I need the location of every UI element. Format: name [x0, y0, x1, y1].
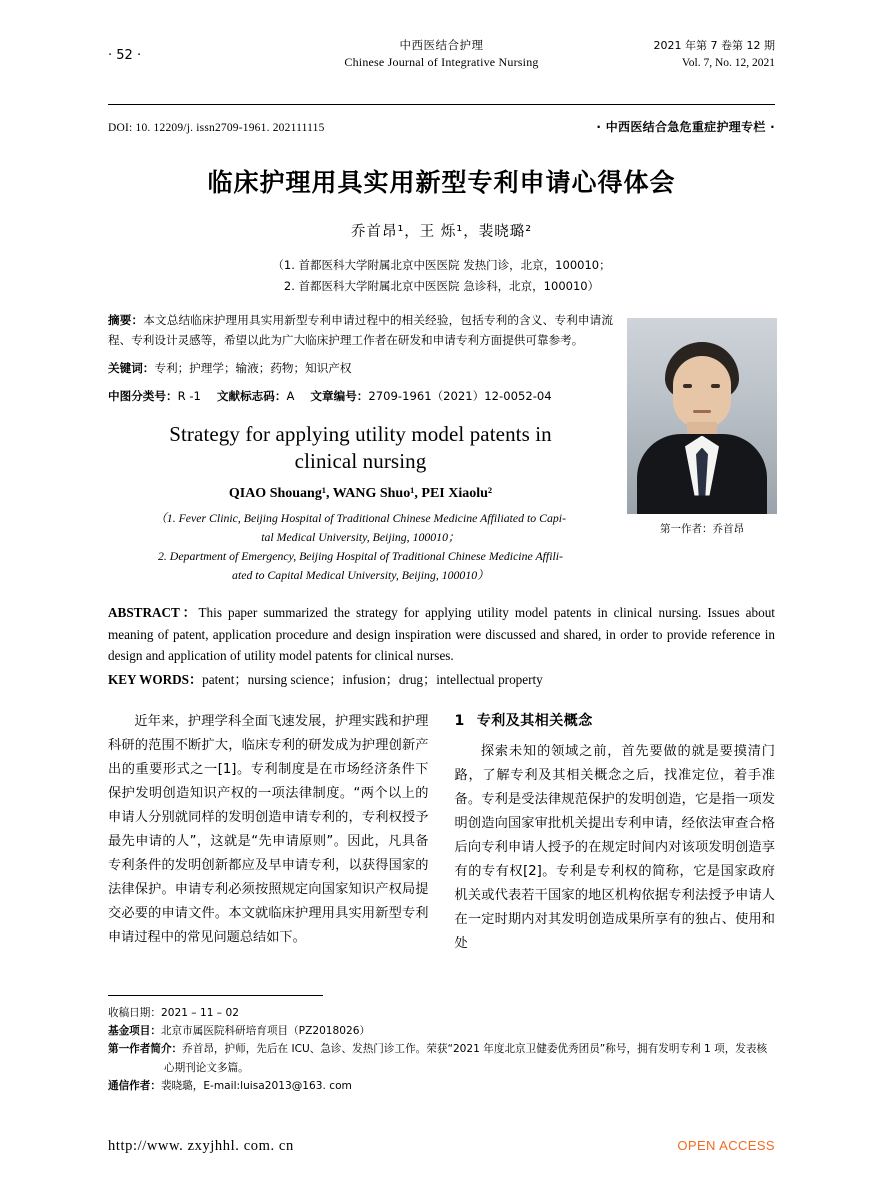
received-value: 2021 – 11 – 02: [160, 1006, 239, 1019]
issue-info: [654, 38, 775, 72]
affiliation-en-3: 2. Department of Emergency, Beijing Hospital of Traditional Chinese Medicine Affili-: [158, 549, 563, 564]
abstract-cn-label: 摘要：: [108, 312, 144, 327]
clc-label: 中图分类号：: [108, 388, 178, 403]
footnote-fund: [108, 1022, 775, 1040]
fund-label: 基金项目：: [108, 1025, 161, 1038]
issue-cn: 2021 年第 7 卷第 12 期: [653, 39, 775, 52]
page-number: · 52 ·: [108, 48, 142, 63]
footnote-divider: [108, 995, 323, 996]
keywords-cn: [108, 358, 613, 379]
footnotes: [108, 995, 775, 1095]
doi-row: [108, 118, 775, 135]
journal-website[interactable]: http://www. zxyjhhl. com. cn: [108, 1138, 294, 1154]
authors-cn: 乔首昂¹，王 烁¹，裴晓璐²: [350, 224, 533, 240]
affiliations-cn: [108, 255, 775, 298]
body-column-left: [108, 710, 429, 956]
abstract-cn-column: [108, 310, 613, 407]
footnote-author-bio: [108, 1040, 775, 1058]
affiliation-en-4: ated to Capital Medical University, Beijing, 100010）: [232, 568, 489, 583]
body-columns: [108, 710, 775, 956]
footnote-received: [108, 1004, 775, 1022]
clc-value: R -1: [177, 388, 201, 403]
english-block: [108, 421, 613, 586]
article-title-en-line2: clinical nursing: [294, 449, 427, 474]
issue-en: Vol. 7, No. 12, 2021: [681, 56, 775, 69]
section-title: 专利及其相关概念: [476, 712, 593, 729]
affiliation-cn-1: （1. 首都医科大学附属北京中医医院 发热门诊，北京，100010；: [272, 258, 611, 272]
abstract-en-label: ABSTRACT：: [108, 605, 199, 621]
keywords-cn-text: 专利；护理学；输液；药物；知识产权: [154, 360, 352, 375]
page-footer: [108, 1138, 775, 1155]
author-portrait: [627, 318, 777, 536]
keywords-en-label: KEY WORDS：: [108, 671, 203, 687]
affiliation-en-2: tal Medical University, Beijing, 100010；: [261, 530, 460, 545]
corresponding-value: 裴晓璐，E-mail:luisa2013@163. com: [160, 1079, 352, 1092]
article-id-value: 2709-1961（2021）12-0052-04: [368, 388, 552, 403]
portrait-mouth: [693, 410, 711, 413]
authors-en: QIAO Shouang¹, WANG Shuo¹, PEI Xiaolu²: [228, 485, 493, 501]
portrait-caption: 第一作者：乔首昂: [660, 522, 744, 535]
doi-text: DOI: 10. 12209/j. issn2709-1961. 202111115: [108, 122, 325, 134]
footnote-author-bio-cont: 心期刊论文多篇。: [164, 1061, 249, 1074]
abstract-en-text: This paper summarized the strategy for applying utility model patents in clinical nursing. Issues about meaning of patent, application procedure and design inspiration were discussed and shared, in order to provide reference in design and application of utility model patents for clinical nurses.: [108, 605, 775, 664]
keywords-en: [108, 669, 775, 690]
author-bio-label: 第一作者简介：: [108, 1043, 183, 1056]
section-heading-1: [455, 710, 776, 730]
article-title-cn: 临床护理用具实用新型专利申请心得体会: [207, 168, 676, 197]
author-bio-value: 乔首昂，护师，先后在 ICU、急诊、发热门诊工作。荣获“2021 年度北京卫健委优秀团员”称号，拥有发明专利 1 项，发表核: [182, 1043, 768, 1056]
affiliations-en: [108, 509, 613, 585]
received-label: 收稿日期：: [108, 1006, 161, 1019]
column-tag: · 中西医结合急危重症护理专栏 ·: [596, 120, 775, 134]
abstract-cn-text: 本文总结临床护理用具实用新型专利申请过程中的相关经验，包括专利的含义、专利申请流程、专利设计灵感等，希望以此为广大临床护理工作者在研发和申请专利方面提供可靠参考。: [108, 312, 613, 348]
doc-code-label: 文献标志码：: [216, 388, 287, 403]
keywords-cn-label: 关键词：: [108, 360, 155, 375]
abstract-cn: [108, 310, 613, 351]
portrait-eye-right: [711, 384, 720, 388]
affiliation-cn-2: 2. 首都医科大学附属北京中医医院 急诊科，北京，100010）: [283, 279, 600, 294]
portrait-eye-left: [683, 384, 692, 388]
portrait-face: [673, 356, 731, 428]
keywords-en-text: patent；nursing science；infusion；drug；intellectual property: [202, 671, 543, 687]
body-paragraph-intro: 近年来，护理学科全面飞速发展，护理实践和护理科研的范围不断扩大，临床专利的研发成为护理创新产出的重要形式之一[1]。专利制度是在市场经济条件下保护发明创造知识产权的一项法律制度。“两个以上的申请人分别就同样的发明创造申请专利的，专利权授予最先申请的人”，这就是“先申请原则”。因此，凡具备专利条件的发明创新都应及早申请专利，以获得国家的法律保护。申请专利必须按照规定向国家知识产权局提交必要的申请文件。本文就临床护理用具实用新型专利申请过程中的常见问题总结如下。: [108, 713, 429, 946]
doc-code-value: A: [286, 388, 295, 403]
corresponding-label: 通信作者：: [108, 1079, 161, 1092]
author-photo: [627, 318, 777, 514]
affiliation-en-1: （1. Fever Clinic, Beijing Hospital of Traditional Chinese Medicine Affiliated to Capi-: [155, 510, 566, 525]
article-id-label: 文章编号：: [310, 388, 369, 403]
journal-title-cn: 中西医结合护理: [399, 38, 484, 52]
body-paragraph-section1: 探索未知的领域之前，首先要做的就是要摸清门路，了解专利及其相关概念之后，找准定位，着手准备。专利是受法律规范保护的发明创造，它是指一项发明创造向国家审批机关提出专利申请，经依法审查合格后向专利申请人授予的在规定时间内对该项发明创造享有的专有权[2]。专利是专利权的简称，它是国家政府机关或代表若干国家的地区机构依据专利法授予申请人在一定时期内对其发明创造成果所享有的独占、使用和处: [454, 743, 775, 951]
article-title-en: [108, 421, 613, 476]
journal-title-en: Chinese Journal of Integrative Nursing: [344, 54, 539, 69]
open-access-badge: OPEN ACCESS: [677, 1138, 775, 1153]
article-title-en-line1: Strategy for applying utility model patents in: [169, 421, 552, 446]
fund-value: 北京市属医院科研培育项目（PZ2018026）: [160, 1025, 371, 1038]
abstract-en: [108, 602, 775, 666]
page-header: [108, 0, 775, 94]
body-column-right: [455, 710, 776, 956]
header-divider: [108, 104, 775, 105]
section-number: 1: [454, 712, 465, 729]
classification-row: [108, 386, 613, 407]
footnote-corresponding: [108, 1077, 775, 1095]
